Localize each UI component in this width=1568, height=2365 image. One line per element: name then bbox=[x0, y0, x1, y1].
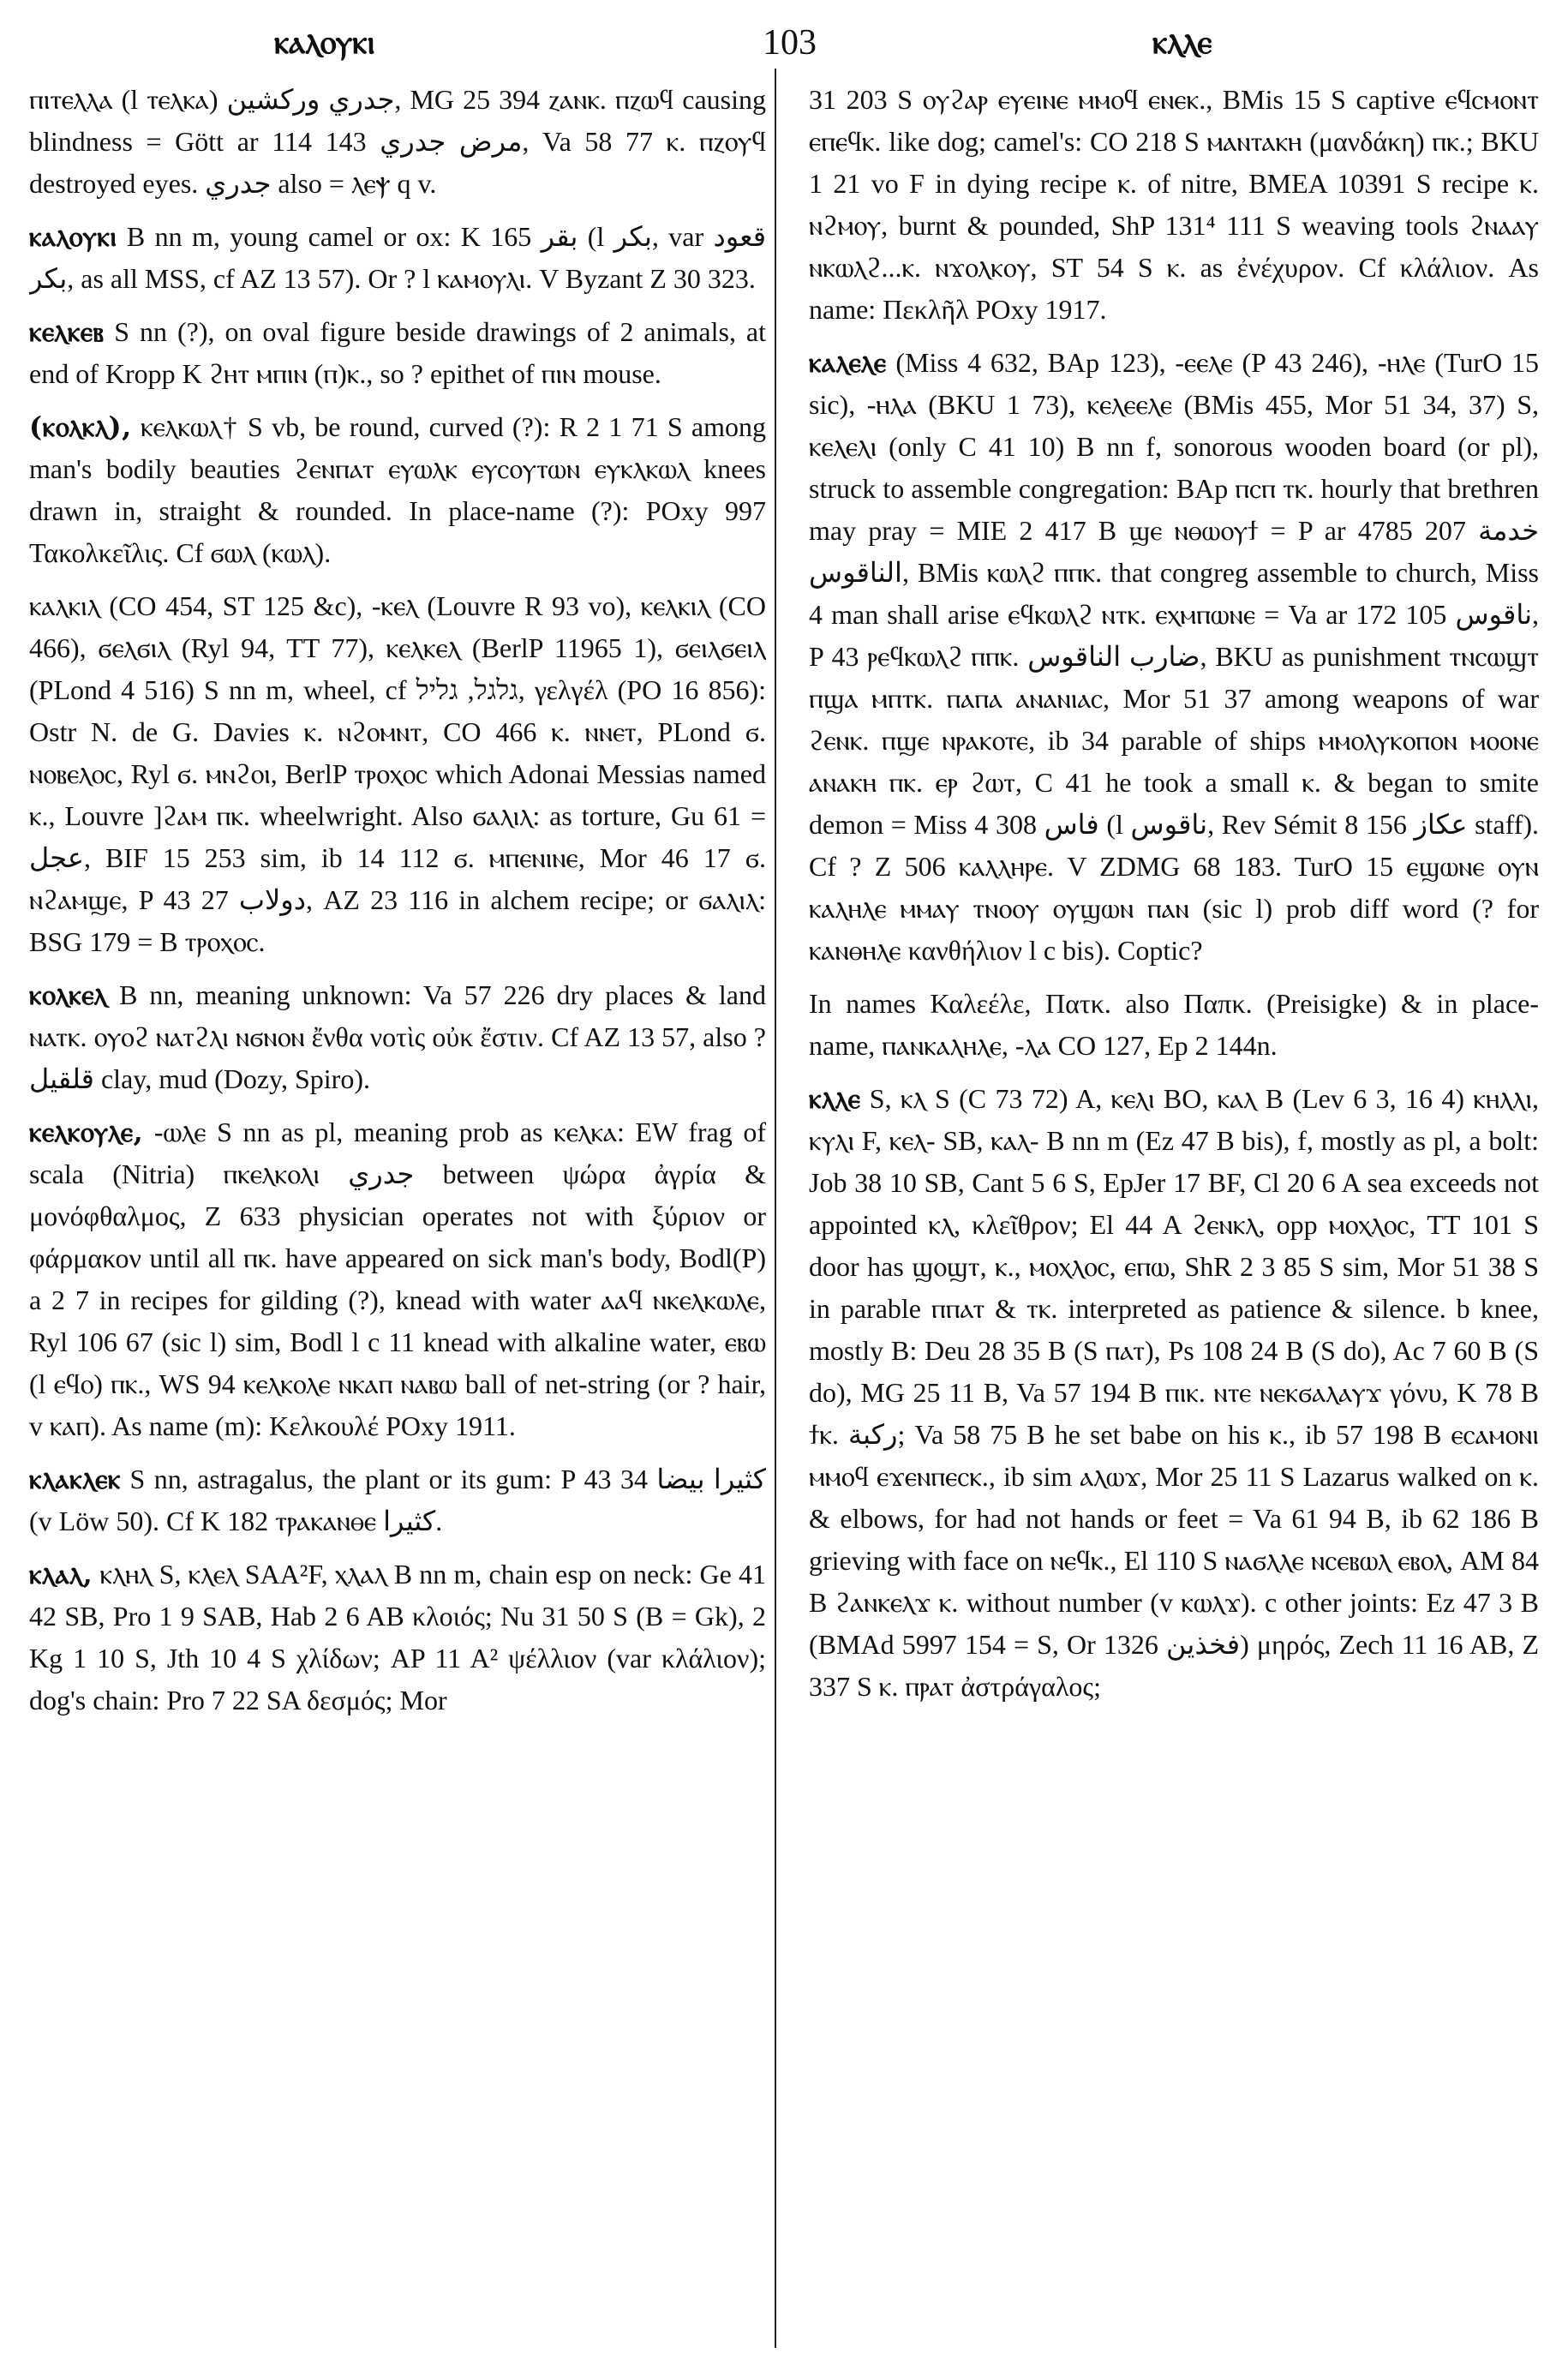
entry-klal-continued bbox=[809, 79, 1539, 331]
entry-text: B nn, meaning unknown: Va 57 226 dry places & land ⲛⲁⲧⲕ. ⲟⲩⲟϩ ⲛⲁⲧϩⲗⲓ ⲛϭⲛⲟⲛ ἔνθα νοτὶς οὐκ ἔστιν. Cf AZ 13 57, also ? قلقيل clay, mud (Dozy, Spiro). bbox=[29, 979, 766, 1094]
entry-kolkel bbox=[29, 974, 766, 1100]
right-column bbox=[809, 79, 1539, 2350]
entry-text: S, ⲕⲗ S (C 73 72) A, ⲕⲉⲗⲓ BO, ⲕⲁⲗ B (Lev 6 3, 16 4) ⲕⲏⲗⲗⲓ, ⲕⲩⲗⲓ F, ⲕⲉⲗ- SB, ⲕⲁⲗ- B nn m (Ez 47 B bis), f, mostly as pl, a bolt: Job 38 10 SB, Cant 5 6 S, EpJer 17 BF, Cl 20 6 A sea exceeds not appointed ⲕⲗ, κλεῖθρον; El 44 A ϩⲉⲛⲕⲗ, opp ⲙⲟⲭⲗⲟⲥ, TT 101 S door has ϣⲟϣⲧ, ⲕ., ⲙⲟⲭⲗⲟⲥ, ⲉⲡⲱ, ShR 2 3 85 S sim, Mor 51 38 S in parable ⲡⲡⲁⲧ & ⲧⲕ. interpreted as patience & silence. b knee, mostly B: Deu 28 35 B (S ⲡⲁⲧ), Ps 108 24 B (S do), Ac 7 60 B (S do), MG 25 11 B, Va 57 194 B ⲡⲓⲕ. ⲛⲧⲉ ⲛⲉⲕϭⲁⲗⲁⲩϫ γόνυ, K 78 B ϯⲕ. ركبة; Va 58 75 B he set babe on his ⲕ., ib 57 198 B ⲉⲥⲁⲙⲟⲛⲓ ⲙⲙⲟϥ ⲉϫⲉⲛⲡⲉⲥⲕ., ib sim ⲁⲗⲱϫ, Mor 25 11 S Lazarus walked on ⲕ. & elbows, for had not hands or feet = Va 61 94 B, ib 62 186 B grieving with face on ⲛⲉϥⲕ., El 110 S ⲛⲁϭⲗⲗⲉ ⲛⲥⲉⲃⲱⲗ ⲉⲃⲟⲗ, AM 84 B ϩⲁⲛⲕⲉⲗϫ ⲕ. without number (v ⲕⲱⲗϫ). c other joints: Ez 47 3 B (BMAd 5997 154 = S, Or 1326 فخذين) μηρός, Zech 11 16 AB, Z 337 S ⲕ. ⲡⲣⲁⲧ ἀστράγαλος; bbox=[809, 1083, 1539, 1702]
entry-text: In names Καλεέλε, Πατκ. also Παπκ. (Preisigke) & in place-name, ⲡⲁⲛⲕⲁⲗⲏⲗⲉ, -ⲗⲁ CO 127, Ep 2 144n. bbox=[809, 988, 1539, 1061]
entry-klal bbox=[29, 1554, 766, 1721]
entry-kalkil bbox=[29, 585, 766, 963]
entry-headword: ⲕⲁⲗⲉⲗⲉ bbox=[809, 346, 887, 379]
entry-kelkoule bbox=[29, 1111, 766, 1447]
entry-left-0 bbox=[29, 79, 766, 205]
entry-klle bbox=[809, 1078, 1539, 1708]
entry-text: S nn (?), on oval figure beside drawings of 2 animals, at end of Kropp K ϩⲏⲧ ⲙⲡⲓⲛ (ⲡ)ⲕ., so ? epithet of ⲡⲓⲛ mouse. bbox=[29, 316, 766, 389]
entry-kelkeb bbox=[29, 311, 766, 395]
entry-text: (Miss 4 632, BAp 123), -ⲉⲉⲗⲉ (P 43 246), -ⲏⲗⲉ (TurO 15 sic), -ⲏⲗⲁ (BKU 1 73), ⲕⲉⲗⲉⲉⲗⲉ (BMis 455, Mor 51 34, 37) S, ⲕⲉⲗⲉⲗⲓ (only C 41 10) B nn f, sonorous wooden board (or pl), struck to assemble congregation: BAp ⲡⲥⲡ ⲧⲕ. hourly that brethren may pray = MIE 2 417 B ϣⲉ ⲛⲑⲱⲟⲩϯ = P ar 4785 207 خدمة الناقوس, BMis ⲕⲱⲗϩ ⲡⲡⲕ. that congreg assemble to church, Miss 4 man shall arise ⲉϥⲕⲱⲗϩ ⲛⲧⲕ. ⲉⲭⲙⲡⲱⲛⲉ = Va ar 172 105 ناقوس, P 43 ⲣⲉϥⲕⲱⲗϩ ⲡⲡⲕ. ضارب الناقوس, BKU as punishment ⲧⲛⲥⲱϣⲧ ⲡϣⲁ ⲙⲡⲧⲕ. ⲡⲁⲡⲁ ⲁⲛⲁⲛⲓⲁⲥ, Mor 51 37 among weapons of war ϩⲉⲛⲕ. ⲡϣⲉ ⲛⲣⲁⲕⲟⲧⲉ, ib 34 parable of ships ⲙⲙⲟⲗⲩⲕⲟⲡⲟⲛ ⲙⲟⲟⲛⲉ ⲁⲛⲁⲕⲏ ⲡⲕ. ⲉⲣ ϩⲱⲧ, C 41 he took a small ⲕ. & began to smite demon = Miss 4 308 فاس (l ناقوس, Rev Sémit 8 156 عكاز staff). Cf ? Z 506 ⲕⲁⲗⲗⲏⲣⲉ. V ZDMG 68 183. TurO 15 ⲉϣⲱⲛⲉ ⲟⲩⲛ ⲕⲁⲗⲏⲗⲉ ⲙⲙⲁⲩ ⲧⲛⲟⲟⲩ ⲟⲩϣⲱⲛ ⲡⲁⲛ (sic l) prob diff word (? for ⲕⲁⲛⲑⲏⲗⲉ κανθήλιον l c bis). Coptic? bbox=[809, 347, 1539, 966]
entry-headword: (ⲕⲟⲗⲕⲗ), bbox=[29, 410, 132, 443]
entry-text: ⲕⲁⲗⲕⲓⲗ (CO 454, ST 125 &c), -ⲕⲉⲗ (Louvre R 93 vo), ⲕⲉⲗⲕⲓⲗ (CO 466), ϭⲉⲗϭⲓⲗ (Ryl 94, TT 77), ⲕⲉⲗⲕⲉⲗ (BerlP 11965 1), ϭⲉⲓⲗϭⲉⲓⲗ (PLond 4 516) S nn m, wheel, cf גלגל, גליל, γελγέλ (PO 16 856): Ostr N. de G. Davies ⲕ. ⲛϩⲟⲙⲛⲧ, CO 466 ⲕ. ⲛⲛⲉⲧ, PLond ϭ. ⲛⲟⲃⲉⲗⲟⲥ, Ryl ϭ. ⲙⲛϩⲟⲓ, BerlP ⲧⲣⲟⲭⲟⲥ which Adonai Messias named ⲕ., Louvre ]ϩⲁⲙ ⲡⲕ. wheelwright. Also ϭⲁⲗⲓⲗ: as torture, Gu 61 = عجل, BIF 15 253 sim, ib 14 112 ϭ. ⲙⲡⲉⲛⲓⲛⲉ, Mor 46 17 ϭ. ⲛϩⲁⲙϣⲉ, P 43 27 دولاب, AZ 23 116 in alchem recipe; or ϭⲁⲗⲓⲗ: BSG 179 = B ⲧⲣⲟⲭⲟⲥ. bbox=[29, 590, 766, 957]
entry-headword: ⲕⲉⲗⲕⲉⲃ bbox=[29, 315, 105, 348]
header-right-word: ⲕⲗⲗⲉ bbox=[1152, 22, 1212, 61]
entry-text: ⲕⲗⲏⲗ S, ⲕⲗⲉⲗ SAA²F, ⲭⲗⲁⲗ B nn m, chain esp on neck: Ge 41 42 SB, Pro 1 9 SAB, Hab 2 6 AB κλοιός; Nu 31 50 S (B = Gk), 2 Kg 1 10 S, Jth 10 4 S χλίδων; AP 11 A² ψέλλιον (var κλάλιον); dog's chain: Pro 7 22 SA δεσμός; Mor bbox=[29, 1559, 766, 1715]
column-divider bbox=[775, 69, 776, 2348]
page-number: 103 bbox=[763, 23, 817, 63]
entry-kalouki bbox=[29, 216, 766, 300]
entry-headword: ⲕⲗⲗⲉ bbox=[809, 1082, 861, 1115]
entry-text: B nn m, young camel or ox: K 165 بقر (l بكر, var قعود بكر, as all MSS, cf AZ 13 57). Or ? l ⲕⲁⲙⲟⲩⲗⲓ. V Byzant Z 30 323. bbox=[29, 221, 766, 294]
entry-kalele bbox=[809, 342, 1539, 972]
entry-headword: ⲕⲗⲁⲕⲗⲉⲕ bbox=[29, 1463, 121, 1495]
entry-text: 31 203 S ⲟⲩϩⲁⲣ ⲉⲩⲉⲓⲛⲉ ⲙⲙⲟϥ ⲉⲛⲉⲕ., BMis 15 S captive ⲉϥⲥⲙⲟⲛⲧ ⲉⲡⲉϥⲕ. like dog; camel's: CO 218 S ⲙⲁⲛⲧⲁⲕⲏ (μανδάκη) ⲡⲕ.; BKU 1 21 vo F in dying recipe ⲕ. of nitre, BMEA 10391 S recipe ⲕ. ⲛϩⲙⲟⲩ, burnt & pounded, ShP 131⁴ 111 S weaving tools ϩⲛⲁⲁⲩ ⲛⲕⲱⲗϩ...ⲕ. ⲛϫⲟⲗⲕⲟⲩ, ST 54 S ⲕ. as ἐνέχυρον. Cf κλάλιον. As name: Πεκλῆλ POxy 1917. bbox=[809, 84, 1539, 325]
left-column bbox=[29, 79, 766, 2350]
entry-kalele-names bbox=[809, 983, 1539, 1067]
entry-text: S nn, astragalus, the plant or its gum: P 43 34 كثيرا بيضا (v Löw 50). Cf K 182 ⲧⲣⲁⲕⲁⲛⲑⲉ كثيرا. bbox=[29, 1464, 766, 1536]
entry-headword: ⲕⲁⲗⲟⲩⲕⲓ bbox=[29, 220, 117, 253]
running-head bbox=[0, 22, 1568, 74]
entry-kolkl bbox=[29, 406, 766, 574]
entry-text: -ⲱⲗⲉ S nn as pl, meaning prob as ⲕⲉⲗⲕⲁ: EW frag of scala (Nitria) ⲡⲕⲉⲗⲕⲟⲗⲓ جدري between ψώρα ἀγρία & μονόφθαλμος, Z 633 physician operates not with ξύριον or φάρμακον until all ⲡⲕ. have appeared on sick man's body, Bodl(P) a 2 7 in recipes for gilding (?), knead with water ⲁⲁϥ ⲛⲕⲉⲗⲕⲱⲗⲉ, Ryl 106 67 (sic l) sim, Bodl l c 11 knead with alkaline water, ⲉⲃⲱ (l ⲉϥⲟ) ⲡⲕ., WS 94 ⲕⲉⲗⲕⲟⲗⲉ ⲛⲕⲁⲡ ⲛⲁⲃⲱ ball of net-string (or ? hair, v ⲕⲁⲡ). As name (m): Κελκουλέ POxy 1911. bbox=[29, 1117, 766, 1441]
header-left-word: ⲕⲁⲗⲟⲩⲕⲓ bbox=[274, 22, 375, 61]
entry-klaklek bbox=[29, 1458, 766, 1542]
entry-text: ⲡⲓⲧⲉⲗⲗⲁ (l ⲧⲉⲗⲕⲁ) جدري وركشين, MG 25 394 ⲍⲁⲛⲕ. ⲡⲍⲱϥ causing blindness = Gött ar 114 143 مرض جدري, Va 58 77 ⲕ. ⲡⲍⲟⲩϥ destroyed eyes. جدري also = ⲗⲉⲯ q v. bbox=[29, 84, 766, 199]
entry-headword: ⲕⲗⲁⲗ, bbox=[29, 1558, 93, 1590]
entry-headword: ⲕⲟⲗⲕⲉⲗ bbox=[29, 979, 108, 1011]
entry-headword: ⲕⲉⲗⲕⲟⲩⲗⲉ, bbox=[29, 1116, 144, 1148]
entry-text: ⲕⲉⲗⲕⲱⲗ† S vb, be round, curved (?): R 2 1 71 S among man's bodily beauties ϩⲉⲛⲡⲁⲧ ⲉⲩⲱⲗⲕ ⲉⲩⲥⲟⲩⲧⲱⲛ ⲉⲩⲕⲗⲕⲱⲗ knees drawn in, straight & rounded. In place-name (?): POxy 997 Τακολκεῖλις. Cf ϭⲱⲗ (ⲕⲱⲗ). bbox=[29, 411, 766, 568]
